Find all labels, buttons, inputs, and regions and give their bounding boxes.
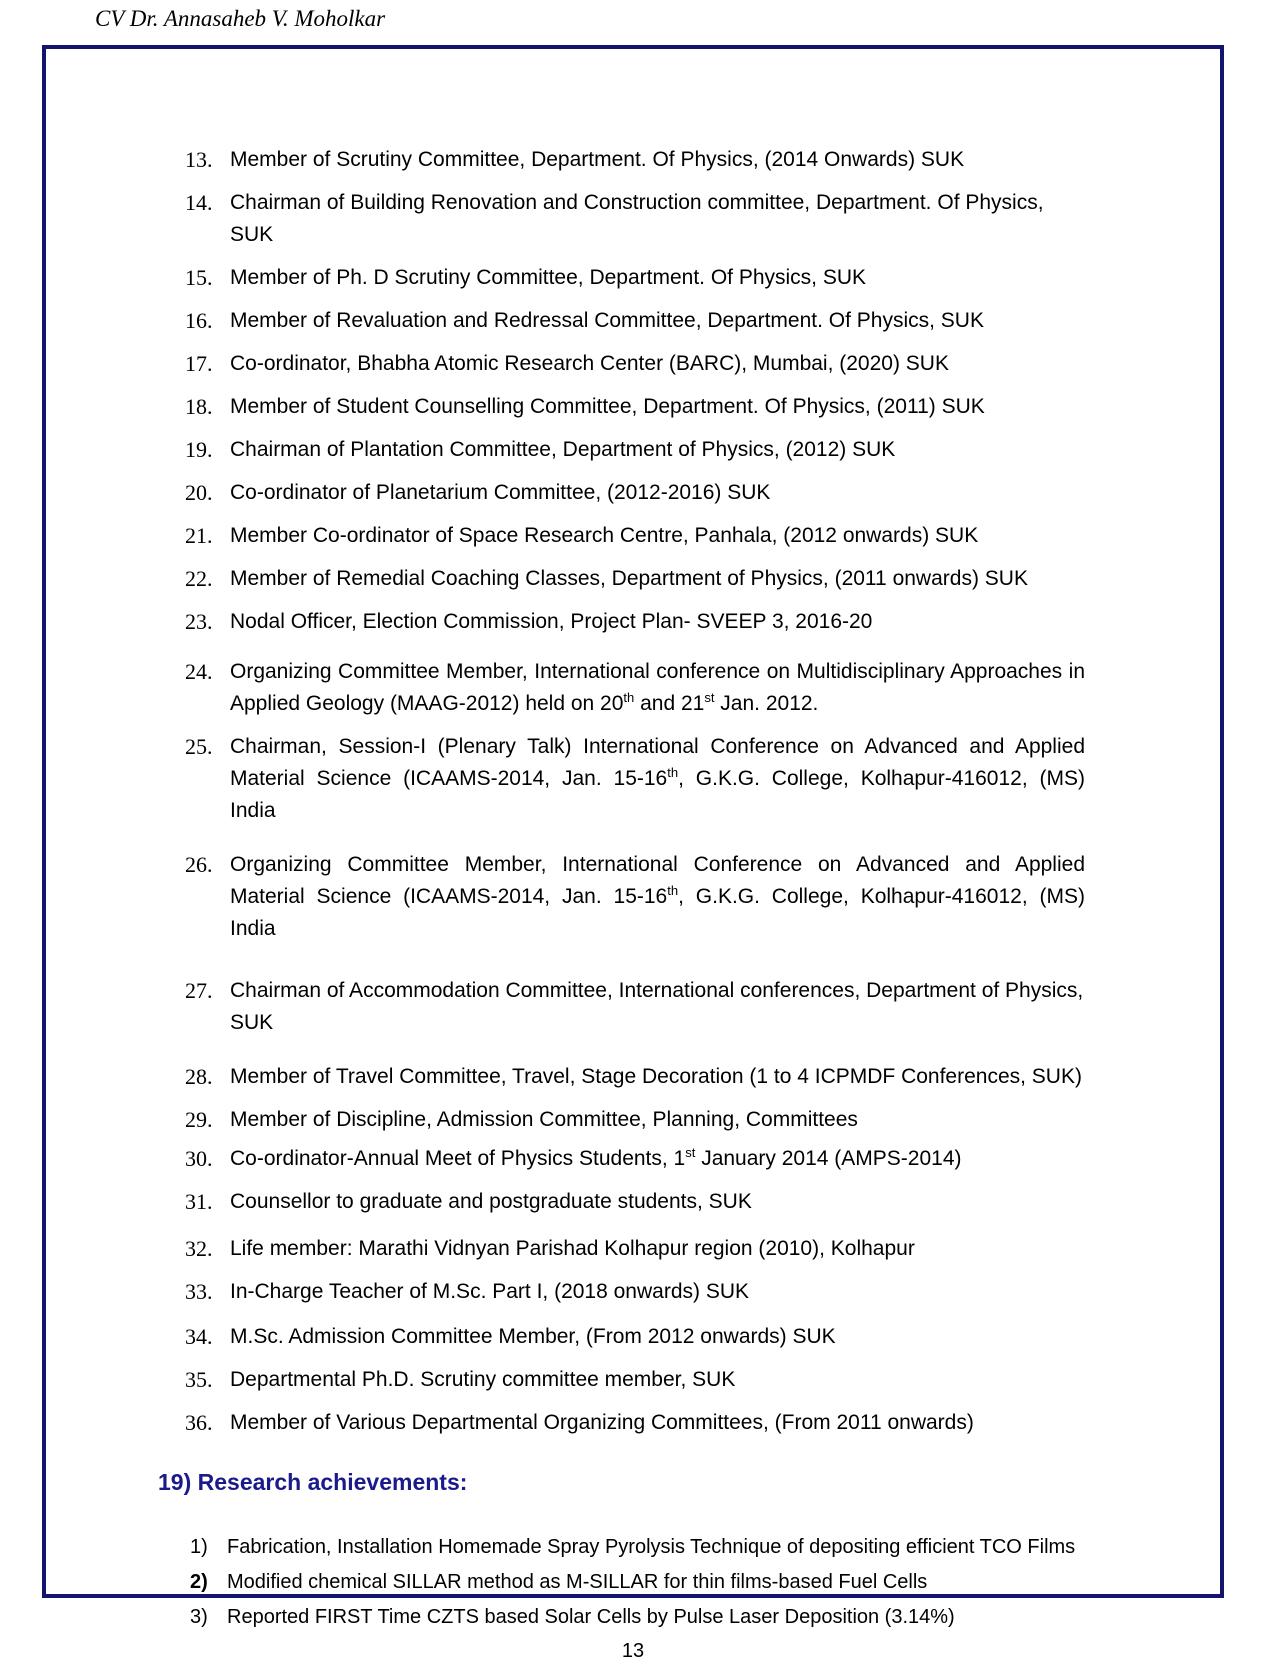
page-border-box: [42, 45, 1224, 1662]
item-number: 24.: [185, 659, 213, 684]
item-text: Chairman of Accommodation Committee, International conferences, Department of Physics, SUK: [230, 979, 1084, 1034]
item-number: 32.: [185, 1236, 213, 1261]
item-number: 1): [190, 1536, 208, 1558]
list-item: [185, 1104, 1085, 1136]
item-text: Organizing Committee Member, International Conference on Advanced and Applied Material Science (ICAAMS-2014, Jan. 15-16th, G.K.G. College, Kolhapur-416012, (MS) India: [230, 853, 1085, 940]
item-text: Organizing Committee Member, International conference on Multidisciplinary Approaches in Applied Geology (MAAG-2012) held on 20th and 21st Jan. 2012.: [230, 660, 1085, 715]
achievement-list: [190, 1535, 1120, 1629]
item-number: 34.: [185, 1324, 213, 1349]
item-text: Reported FIRST Time CZTS based Solar Cells by Pulse Laser Deposition (3.14%): [227, 1606, 955, 1628]
item-text: Member of Revaluation and Redressal Committee, Department. Of Physics, SUK: [230, 309, 984, 332]
item-text: Chairman of Plantation Committee, Department of Physics, (2012) SUK: [230, 438, 896, 461]
item-text: Nodal Officer, Election Commission, Project Plan- SVEEP 3, 2016-20: [230, 610, 873, 633]
list-item: [185, 1186, 1085, 1218]
item-number: 28.: [185, 1064, 213, 1089]
item-text: Fabrication, Installation Homemade Spray Pyrolysis Technique of depositing efficient TCO Films: [227, 1536, 1076, 1558]
list-item: [185, 348, 1085, 380]
cv-header: CV Dr. Annasaheb V. Moholkar: [95, 6, 386, 31]
item-number: 26.: [185, 852, 213, 877]
item-number: 27.: [185, 978, 213, 1003]
item-number: 29.: [185, 1107, 213, 1132]
item-number: 17.: [185, 351, 213, 376]
item-number: 22.: [185, 566, 213, 591]
item-number: 21.: [185, 523, 213, 548]
item-text: Member of Student Counselling Committee, Department. Of Physics, (2011) SUK: [230, 395, 985, 418]
item-text: Member of Discipline, Admission Committee, Planning, Committees: [230, 1108, 858, 1131]
list-item: [185, 975, 1085, 1039]
item-text: Member Co-ordinator of Space Research Centre, Panhala, (2012 onwards) SUK: [230, 524, 979, 547]
list-item: [185, 563, 1085, 595]
list-item: [190, 1605, 1120, 1629]
item-number: 16.: [185, 308, 213, 333]
superscript: st: [704, 690, 715, 705]
list-item: [185, 187, 1085, 251]
item-number: 15.: [185, 265, 213, 290]
committee-list: [185, 144, 1085, 1439]
list-item: [185, 1061, 1085, 1093]
item-text: Member of Various Departmental Organizing Committees, (From 2011 onwards): [230, 1411, 974, 1434]
item-number: 30.: [185, 1146, 213, 1171]
item-number: 33.: [185, 1279, 213, 1304]
item-text: Co-ordinator, Bhabha Atomic Research Center (BARC), Mumbai, (2020) SUK: [230, 352, 949, 375]
item-text: Departmental Ph.D. Scrutiny committee member, SUK: [230, 1368, 736, 1391]
list-item: [185, 1233, 1085, 1265]
list-item: [185, 262, 1085, 294]
item-text: Member of Travel Committee, Travel, Stage Decoration (1 to 4 ICPMDF Conferences, SUK): [230, 1065, 1082, 1088]
item-number: 20.: [185, 480, 213, 505]
item-text: Co-ordinator of Planetarium Committee, (2012-2016) SUK: [230, 481, 771, 504]
item-text: Counsellor to graduate and postgraduate students, SUK: [230, 1190, 752, 1213]
item-number: 19.: [185, 437, 213, 462]
list-item: [185, 477, 1085, 509]
item-text: Member of Scrutiny Committee, Department. Of Physics, (2014 Onwards) SUK: [230, 148, 965, 171]
page-number: 13: [621, 1640, 645, 1662]
list-item: [185, 1276, 1085, 1308]
item-text: Chairman, Session-I (Plenary Talk) International Conference on Advanced and Applied Material Science (ICAAMS-2014, Jan. 15-16th, G.K.G. College, Kolhapur-416012, (MS) India: [230, 735, 1085, 822]
list-item: [185, 1407, 1085, 1439]
item-number: 14.: [185, 190, 213, 215]
list-item: [185, 434, 1085, 466]
item-number: 18.: [185, 394, 213, 419]
list-item: [185, 606, 1085, 638]
list-item: [185, 1364, 1085, 1396]
list-item: [185, 144, 1085, 176]
item-number: 31.: [185, 1189, 213, 1214]
item-text: In-Charge Teacher of M.Sc. Part I, (2018 onwards) SUK: [230, 1280, 750, 1303]
item-number: 3): [190, 1606, 208, 1628]
item-text: Life member: Marathi Vidnyan Parishad Kolhapur region (2010), Kolhapur: [230, 1237, 915, 1260]
list-item: [185, 849, 1085, 945]
item-number: 25.: [185, 734, 213, 759]
item-text: Modified chemical SILLAR method as M-SILLAR for thin films-based Fuel Cells: [227, 1571, 928, 1593]
superscript: th: [667, 765, 679, 780]
list-item: [190, 1570, 1120, 1594]
list-item: [185, 391, 1085, 423]
item-number: 23.: [185, 609, 213, 634]
item-text: Member of Remedial Coaching Classes, Department of Physics, (2011 onwards) SUK: [230, 567, 1028, 590]
item-number: 36.: [185, 1410, 213, 1435]
section-heading-research-achievements: 19) Research achievements:: [158, 1469, 468, 1495]
item-text: Member of Ph. D Scrutiny Committee, Department. Of Physics, SUK: [230, 266, 867, 289]
list-item: [190, 1535, 1120, 1559]
item-text: M.Sc. Admission Committee Member, (From 2012 onwards) SUK: [230, 1325, 836, 1348]
item-number: 2): [190, 1571, 208, 1593]
list-item: [185, 305, 1085, 337]
list-item: [185, 656, 1085, 720]
item-text: Co-ordinator-Annual Meet of Physics Students, 1st January 2014 (AMPS-2014): [230, 1145, 962, 1170]
item-number: 13.: [185, 147, 213, 172]
list-item: [185, 1143, 1085, 1175]
superscript: st: [685, 1145, 696, 1160]
list-item: [185, 731, 1085, 827]
item-number: 35.: [185, 1367, 213, 1392]
list-item: [185, 520, 1085, 552]
superscript: th: [623, 690, 635, 705]
item-text: Chairman of Building Renovation and Construction committee, Department. Of Physics, SUK: [230, 191, 1044, 246]
superscript: th: [667, 883, 679, 898]
list-item: [185, 1321, 1085, 1353]
